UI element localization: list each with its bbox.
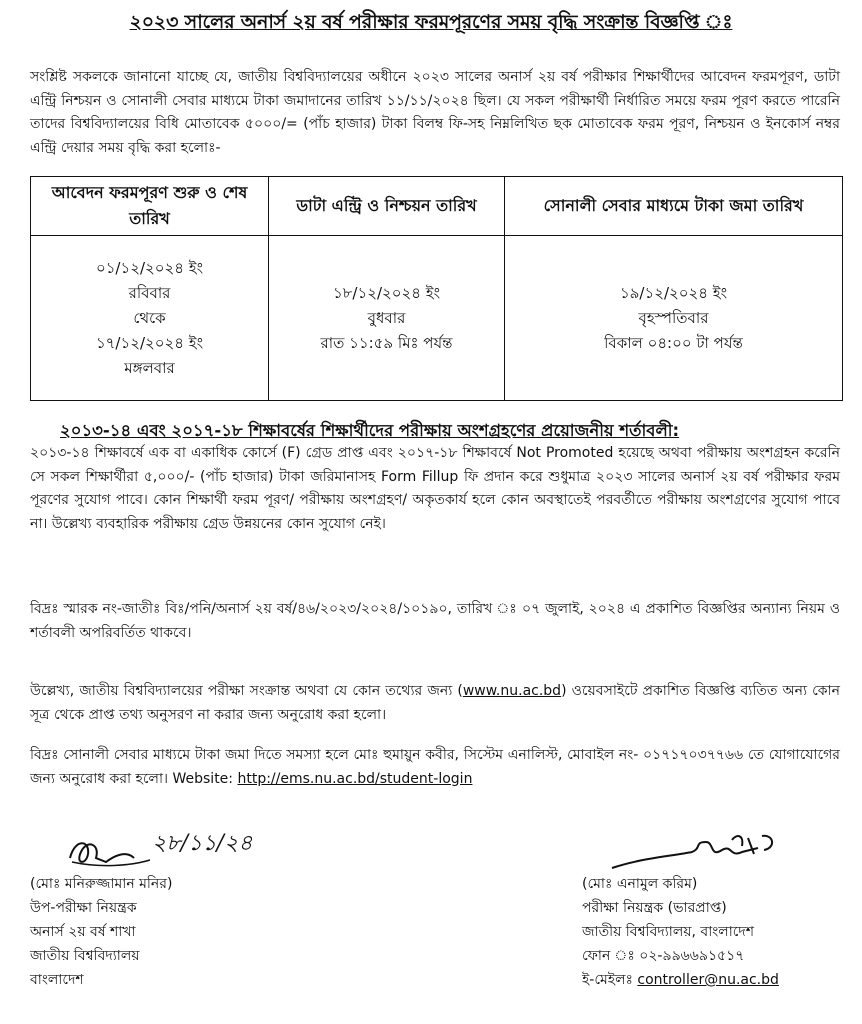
data-entry-date: ১৮/১২/২০২৪ ইং — [332, 283, 441, 302]
reference-paragraph: বিদ্রঃ স্মারক নং-জাতীঃ বিঃ/পনি/অনার্স ২য় বর্ষ/৪৬/২০২৩/২০২৪/১০১৯০, তারিখ ঃ ০৭ জুলাই, ২০২৪ এ প্রকাশিত বিজ্ঞপ্তির অন্যান্য নিয়ম ও শর্তাবলী অপরিবর্তিত থাকবে। — [30, 601, 840, 641]
left-signatory-title: উপ-পরীক্ষা নিয়ন্ত্রক — [30, 900, 137, 916]
handwritten-signature-right — [582, 828, 852, 872]
signature-block-right — [582, 828, 852, 992]
intro-paragraph: সংশ্লিষ্ট সকলকে জানানো যাচ্ছে যে, জাতীয় বিশ্ববিদ্যালয়ের অধীনে ২০২৩ সালের অনার্স ২য় বর্ষ পরীক্ষার শিক্ষার্থীদের আবেদন ফরমপূরণ, ডাটা এন্ট্রি নিশ্চয়ন ও সোনালী সেবার মাধ্যমে টাকা জমাদানের তারিখ ১১/১১/২০২৪ ছিল। যে সকল পরীক্ষার্থী নির্ধারিত সময়ে ফরম পূরণ করতে পারেনি তাদের বিশ্ববিদ্যালয়ের বিধি মোতাবেক ৫০০০/= (পাঁচ হাজার) টাকা বিলম্ব ফি-সহ নিম্নলিখিত ছক মোতাবেক ফরম পূরণ, নিশ্চয়ন ও ইনকোর্স নম্বর এন্ট্রি দেয়ার সময় বৃদ্ধি করা হলোঃ- — [30, 69, 840, 156]
help-paragraph — [30, 744, 840, 791]
email-label: ই-মেইলঃ — [582, 972, 638, 988]
data-entry-time: রাত ১১:৫৯ মিঃ পর্যন্ত — [320, 333, 453, 352]
handwritten-signature-left — [30, 828, 330, 872]
schedule-table — [30, 176, 843, 401]
left-signatory-name: (মোঃ মনিরুজ্জামান মনির) — [30, 876, 173, 892]
right-signatory-phone: ফোন ঃ ০২-৯৯৬৬৯১৫১৭ — [582, 948, 745, 964]
form-fillup-cell — [31, 236, 269, 401]
right-signatory-title: পরীক্ষা নিয়ন্ত্রক (ভারপ্রাপ্ত) — [582, 900, 727, 916]
help-text: বিদ্রঃ সোনালী সেবার মাধ্যমে টাকা জমা দিতে সমস্যা হলে মোঃ হুমায়ুন কবীর, সিস্টেম এনালিস্ট, মোবাইল নং- ০১৭১৭০৩৭৭৬৬ তে যোগাযোগের জন্য অনুরোধ করা হলো। Website: — [30, 747, 840, 787]
data-entry-cell — [269, 236, 505, 401]
form-start-date: ০১/১২/২০২৪ ইং — [95, 258, 204, 277]
controller-email-link[interactable]: controller@nu.ac.bd — [637, 972, 779, 988]
right-signatory-org: জাতীয় বিশ্ববিদ্যালয়, বাংলাদেশ — [582, 924, 755, 940]
right-signatory-email-line — [582, 968, 852, 992]
header-payment-dates: সোনালী সেবার মাধ্যমে টাকা জমা তারিখ — [505, 177, 843, 236]
header-form-fillup-dates: আবেদন ফরমপূরণ শুরু ও শেষ তারিখ — [31, 177, 269, 236]
data-entry-day: বুধবার — [367, 308, 406, 327]
left-signatory-dept: অনার্স ২য় বর্ষ শাখা — [30, 924, 136, 940]
payment-date: ১৯/১২/২০২৪ ইং — [619, 283, 728, 302]
payment-day: বৃহস্পতিবার — [638, 308, 709, 327]
notice-title: ২০২৩ সালের অনার্স ২য় বর্ষ পরীক্ষার ফরমপূরণের সময় বৃদ্ধি সংক্রান্ত বিজ্ঞপ্তি ঃ — [129, 11, 733, 33]
right-signatory-name: (মোঃ এনামুল করিম) — [582, 876, 698, 892]
left-signatory-org: জাতীয় বিশ্ববিদ্যালয় — [30, 948, 140, 964]
nu-website-link[interactable]: www.nu.ac.bd — [462, 683, 562, 699]
form-end-date: ১৭/১২/২০২৪ ইং — [95, 333, 204, 352]
handwritten-date: ২৮/১১/২৪ — [152, 831, 253, 856]
note-text-before: উল্লেখ্য, জাতীয় বিশ্ববিদ্যালয়ের পরীক্ষা সংক্রান্ত অথবা যে কোন তথ্যের জন্য ( — [30, 683, 463, 699]
payment-time: বিকাল ০৪:০০ টা পর্যন্ত — [604, 333, 743, 352]
signature-block-left — [30, 828, 330, 992]
conditions-heading: ২০১৩-১৪ এবং ২০১৭-১৮ শিক্ষাবর্ষের শিক্ষার্থীদের পরীক্ষায় অংশগ্রহণের প্রয়োজনীয় শর্তাবলী: — [60, 421, 680, 440]
form-from-word: থেকে — [133, 308, 166, 327]
schedule-header-row — [31, 177, 843, 236]
student-login-link[interactable]: http://ems.nu.ac.bd/student-login — [237, 770, 473, 787]
schedule-data-row — [31, 236, 843, 401]
note-paragraph — [30, 680, 840, 727]
conditions-paragraph: ২০১৩-১৪ শিক্ষাবর্ষে এক বা একাধিক কোর্সে (F) গ্রেড প্রাপ্ত এবং ২০১৭-১৮ শিক্ষাবর্ষে Not Promoted হয়েছে অথবা পরীক্ষায় অংশগ্রহন করেনি সে সকল শিক্ষার্থীরা ৫,০০০/- (পাঁচ হাজার) টাকা জরিমানাসহ Form Fillup ফি প্রদান করে শুধুমাত্র ২০২৩ সালের অনার্স ২য় বর্ষ পরীক্ষার ফরম পূরণের সুযোগ পাবে। কোন শিক্ষার্থী ফরম পূরণ/ পরীক্ষায় অংশগ্রহণ/ অকৃতকার্য হলে কোন অবস্থাতেই পরবর্তীতে পরীক্ষায় অংশগ্রণের সুযোগ পাবে না। উল্লেখ্য ব্যবহারিক পরীক্ষায় গ্রেড উন্নয়নের কোন সুযোগ নেই। — [30, 445, 840, 532]
payment-cell — [505, 236, 843, 401]
signature-scribble-right — [582, 828, 842, 878]
form-end-day: মঙ্গলবার — [124, 358, 175, 377]
form-start-day: রবিবার — [128, 283, 171, 302]
header-data-entry-dates: ডাটা এন্ট্রি ও নিশ্চয়ন তারিখ — [269, 177, 505, 236]
left-signatory-country: বাংলাদেশ — [30, 972, 84, 988]
note-text-after: ) ওয়েবসাইটে প্রকাশিত বিজ্ঞপ্তি ব্যতিত অন্য কোন সূত্র থেকে প্রাপ্ত তথ্য অনুসরণ না করার জন্য অনুরোধ করা হলো। — [30, 683, 840, 723]
